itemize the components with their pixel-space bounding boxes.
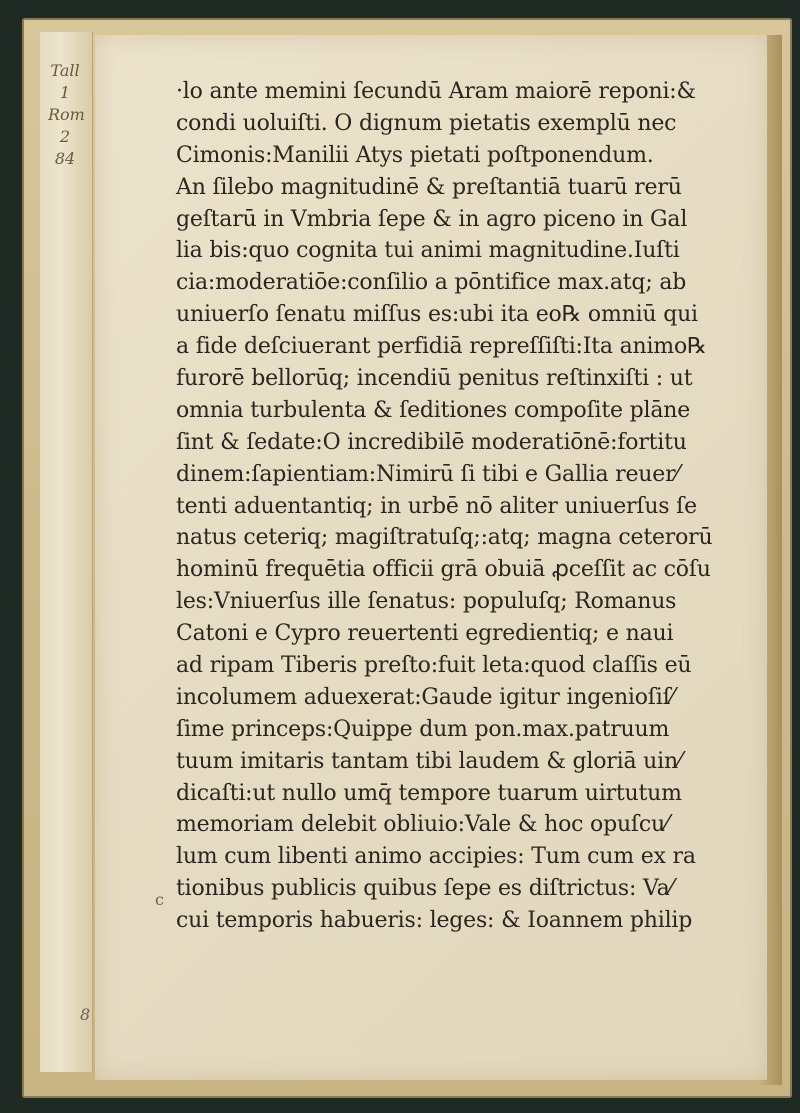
text-line: memoriam delebit obliuio:Vale & hoc opuſcu⁄	[176, 812, 669, 838]
margin-note-line: 1	[59, 83, 71, 102]
margin-note-line: 2	[59, 127, 71, 146]
margin-note-line: Rom	[48, 105, 85, 124]
text-line: tuum imitaris tantam tibi laudem & gloriā uin⁄	[176, 748, 682, 774]
manuscript-margin-note	[48, 60, 85, 170]
text-line: uniuerſo ſenatu miſſus es:ubi ita eo℞ omniū qui	[176, 302, 698, 328]
text-line: ad ripam Tiberis preſto:fuit leta:quod claſſis eū	[176, 653, 692, 679]
text-line: condi uoluiſti. O dignum pietatis exemplū nec	[176, 110, 677, 136]
text-line: les:Vniuerſus ille ſenatus: populuſq; Romanus	[176, 589, 677, 615]
text-line: An ſilebo magnitudinē & preſtantiā tuarū rerū	[176, 174, 682, 200]
margin-mark: c	[155, 890, 164, 909]
margin-mark: 8	[80, 1005, 91, 1024]
incunable-text-block	[176, 76, 726, 937]
text-line: Cimonis:Manilii Atys pietati poſtponendum.	[176, 142, 654, 168]
text-line: geſtarū in Vmbria ſepe & in agro piceno in Gal	[176, 206, 688, 232]
text-line: a fide deſciuerant perfidiā repreſſiſti:Ita animo℞	[176, 334, 707, 360]
text-line: cui temporis habueris: leges: & Ioannem philip	[176, 908, 693, 934]
text-line: tenti aduentantiq; in urbē nō aliter uniuerſus ſe	[176, 493, 697, 519]
text-line: furorē bellorūq; incendiū penitus reſtinxiſti : ut	[176, 366, 693, 392]
text-line: ſime princeps:Quippe dum pon.max.patruum	[176, 716, 670, 742]
margin-note-line: 84	[54, 149, 76, 168]
text-line: cia:moderatiōe:conſilio a pōntifice max.atq; ab	[176, 270, 687, 296]
text-line: ·lo ante memini ſecundū Aram maiorē reponi:&	[176, 79, 696, 104]
margin-note-line: Tall	[50, 61, 80, 80]
text-line: incolumem aduexerat:Gaude igitur ingenioſiſ⁄	[176, 684, 674, 710]
text-line: lum cum libenti animo accipies: Tum cum ex ra	[176, 844, 696, 870]
text-line: dicaſti:ut nullo umq̄ tempore tuarum uirtutum	[176, 780, 682, 806]
text-line: omnia turbulenta & ſeditiones compoſite plāne	[176, 397, 691, 423]
text-line: dinem:ſapientiam:Nimirū ſi tibi e Gallia reuer⁄	[176, 461, 679, 487]
text-line: hominū frequētia officii grā obuiā ꝓceſſit ac cōſu	[176, 557, 711, 583]
text-line: ſint & ſedate:O incredibilē moderatiōnē:fortitu	[176, 429, 687, 455]
text-line: lia bis:quo cognita tui animi magnitudine.Iuſti	[176, 238, 680, 264]
text-line: tionibus publicis quibus ſepe es diſtrictus: Va⁄	[176, 876, 674, 902]
text-line: Catoni e Cypro reuertenti egredientiq; e naui	[176, 621, 674, 647]
text-line: natus ceteriq; magiſtratuſq;:atq; magna ceterorū	[176, 525, 713, 551]
binding-gutter	[40, 32, 93, 1072]
